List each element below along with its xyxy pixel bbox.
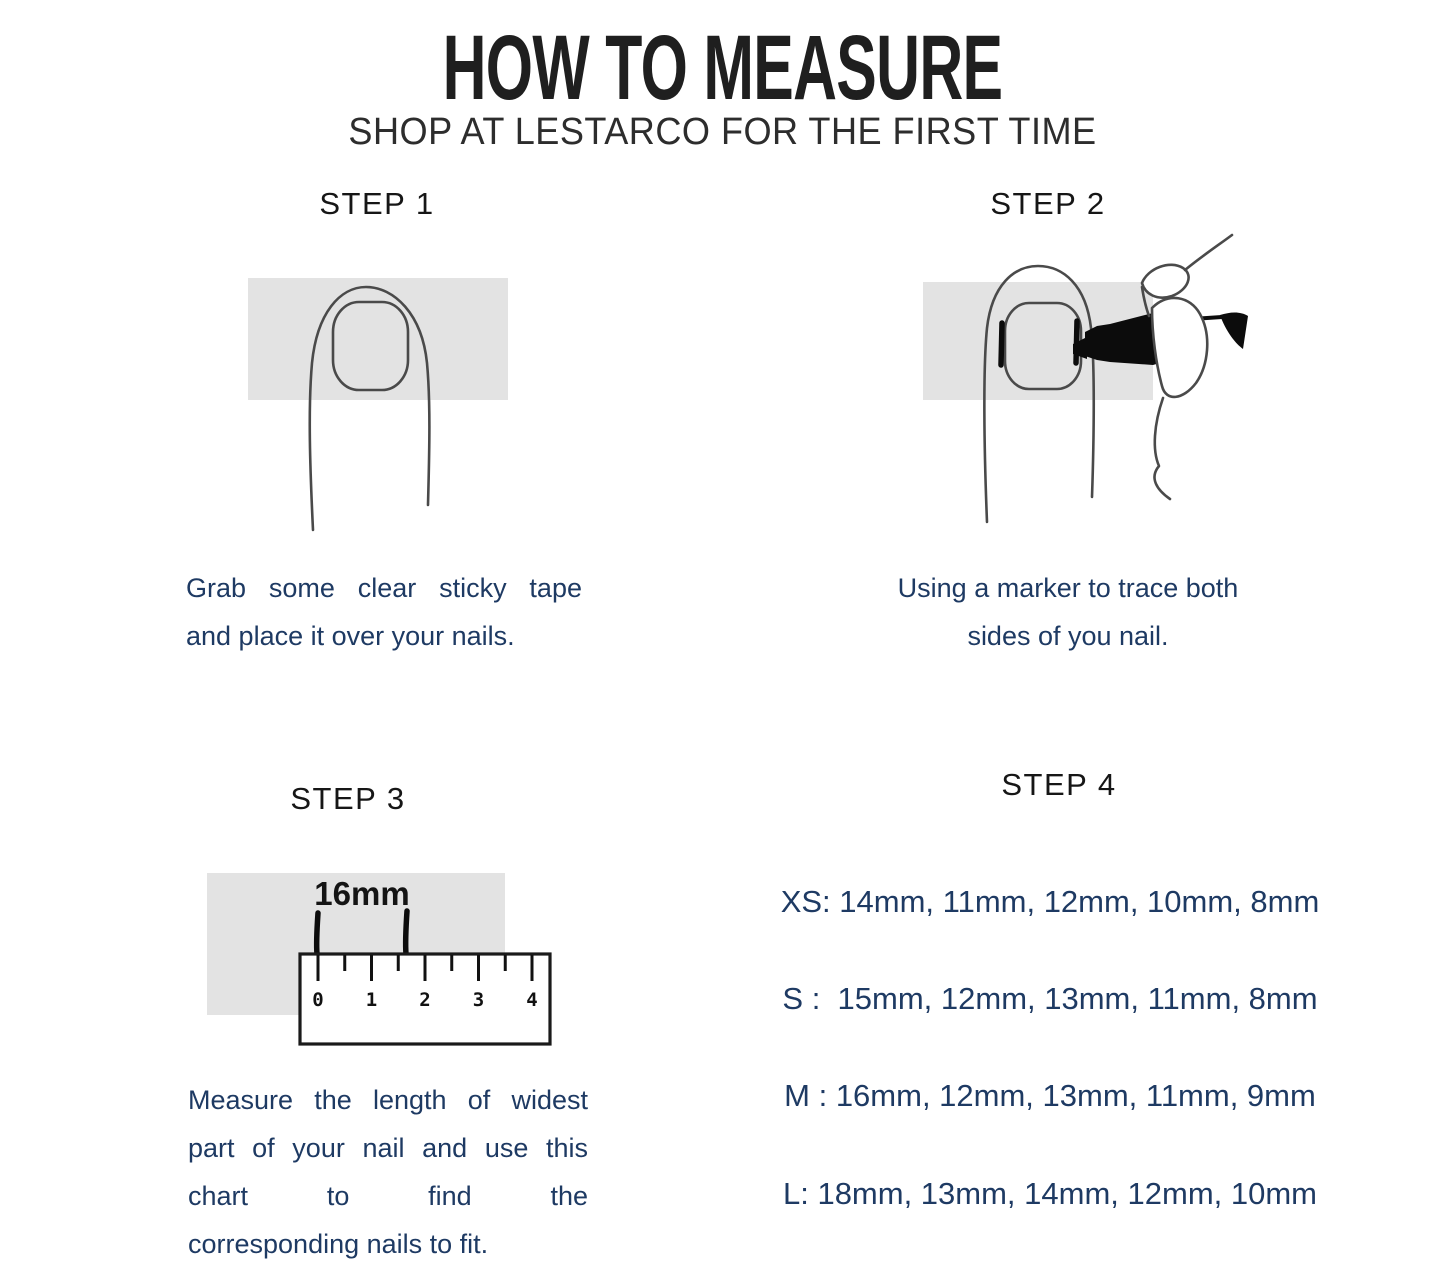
ruler-tick-label: 1 <box>365 989 378 1011</box>
finger-with-tape-icon <box>200 258 560 558</box>
measurement-label: 16mm <box>314 875 410 912</box>
caption-line: Using a marker to trace both <box>897 573 1239 603</box>
ruler-tick-label: 2 <box>419 989 431 1011</box>
size-row-xs: XS: 14mm, 11mm, 12mm, 10mm, 8mm <box>780 884 1320 919</box>
page-subtitle: SHOP AT LESTARCO FOR THE FIRST TIME <box>348 111 1097 153</box>
measured-mark-right <box>406 911 407 954</box>
traced-mark-left <box>1001 323 1002 365</box>
caption-line: and place it over your nails. <box>186 621 515 651</box>
index-finger-top-line <box>1185 235 1232 270</box>
step-1-label: STEP 1 <box>319 186 435 221</box>
size-row-s: S : 15mm, 12mm, 13mm, 11mm, 8mm <box>782 981 1318 1016</box>
caption-line: part of your nail and use this <box>188 1133 588 1163</box>
ruler-tick-label: 3 <box>472 989 485 1011</box>
wrist-line <box>1155 398 1170 499</box>
traced-mark-right <box>1076 321 1077 363</box>
caption-line: chart to find the <box>188 1181 588 1211</box>
marker-cap <box>1220 313 1248 350</box>
measured-mark-left <box>317 913 318 954</box>
thumb-outline <box>1152 298 1207 397</box>
step-4-label: STEP 4 <box>1001 767 1117 802</box>
index-fingertip-outline <box>1142 265 1189 298</box>
ruler-on-tape-icon <box>190 858 570 1058</box>
ruler-tick-label: 4 <box>526 989 538 1011</box>
step-2-label: STEP 2 <box>990 186 1106 221</box>
step-1-caption <box>186 564 582 660</box>
step-3-caption <box>188 1076 588 1268</box>
page-title: HOW TO MEASURE <box>442 17 1003 119</box>
size-row-l: L: 18mm, 13mm, 14mm, 12mm, 10mm <box>782 1176 1317 1211</box>
caption-line: sides of you nail. <box>967 621 1169 651</box>
ruler-tick-label: 0 <box>312 989 324 1011</box>
step-3-label: STEP 3 <box>290 781 406 816</box>
caption-line: corresponding nails to fit. <box>188 1229 489 1259</box>
caption-line: Grab some clear sticky tape <box>186 573 582 603</box>
finger-with-marker-icon <box>880 228 1300 563</box>
step-2-caption <box>858 564 1278 660</box>
caption-line: Measure the length of widest <box>188 1085 588 1115</box>
size-row-m: M : 16mm, 12mm, 13mm, 11mm, 9mm <box>784 1078 1316 1113</box>
tape-rect <box>248 278 508 400</box>
